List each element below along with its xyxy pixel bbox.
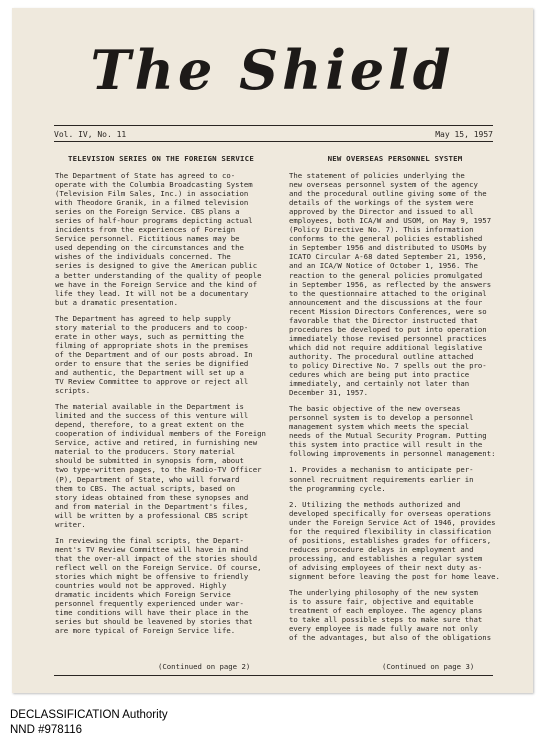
right-continued-note: (Continued on page 3): [382, 662, 475, 671]
top-rule: [54, 125, 493, 126]
right-paragraph: 1. Provides a mechanism to anticipate per- sonnel recruitment requirements earlier in the programming cycle.: [289, 465, 474, 493]
left-paragraph: In reviewing the final scripts, the Depart- ment's TV Review Committee will have in mind that the over-all impact of the stories should reflect well on the Foreign Service. Of course, stories which might be offensive to friendly countries would not be approved. Highly dramatic incidents which Foreign Service personnel frequently experienced under war- time conditions will have their place in the series but should be leavened by stories that are more typical of Foreign Service life.: [55, 535, 262, 636]
left-article: [55, 154, 267, 642]
volume-number: Vol. IV, No. 11: [54, 130, 127, 139]
left-paragraph: The Department has agreed to help supply story material to the producers and to coop- erate in other ways, such as permitting the filming of appropriate shots in the premises of the Department and of our posts abroad. In order to ensure that the series be dignified and authentic, the Department will set up a TV Review Committee to approve or reject all scripts.: [55, 313, 253, 396]
left-continued-note: (Continued on page 2): [158, 662, 251, 671]
declassification-authority: DECLASSIFICATION Authority: [10, 709, 168, 721]
left-article-headline: TELEVISION SERIES ON THE FOREIGN SERVICE: [68, 154, 254, 163]
right-paragraph: The underlying philosophy of the new system is to assure fair, objective and equitable treatment of each employee. The agency plans to take all possible steps to make sure that every employee is made fully aware not only of the advantages, but also of the obligations: [289, 588, 492, 643]
declassification-footer: [10, 708, 168, 738]
right-paragraph: 2. Utilizing the methods authorized and developed specifically for overseas operations under the Foreign Service Act of 1946, provides for the required flexibility in classification of positions, establishes grades for officers, reduces procedure delays in employment and processing, and establishes a regular system of advising employees of their next duty as- signment before leaving the post for home leave.: [289, 499, 500, 581]
newsletter-page: [12, 8, 533, 693]
dateline: [54, 130, 493, 139]
dateline-rule: [54, 141, 493, 142]
right-paragraph: The basic objective of the new overseas personnel system is to develop a personnel management system which meets the special needs of the Mutual Security Program. Putting this system into practice will result in the following improvements in personnel management:: [289, 404, 496, 459]
masthead-title: The Shield: [90, 38, 455, 102]
nnd-number: NND #978116: [10, 724, 83, 736]
bottom-rule: [54, 675, 493, 676]
issue-date: May 15, 1957: [435, 130, 493, 139]
right-paragraph: The statement of policies underlying the new overseas personnel system of the agency and the procedural outline giving some of the details of the workings of the system were approved by the Director and issued to all employees, both ICA/W and USOM, on May 9, 1957 (Policy Directive No. 7). This information conforms to the general policies established in September 1956 and distributed to USOMs by ICATO Circular A-68 dated September 21, 1956, and an ICA/W Notice of October 1, 1956. The reaction to the general policies promulgated in September 1956, as reflected by the answers to the questionnaire attached to the original announcement and the discussions at the four recent Mission Directors Conferences, were so favorable that the Director instructed that procedures be developed to put into operation immediately those revised personnel practices which did not require additional legislative authority. The procedural outline attached to policy Directive No. 7 spells out the pro- cedures which are being put into practice immediately, and certainly not later than December 31, 1957.: [289, 171, 492, 398]
right-article-headline: NEW OVERSEAS PERSONNEL SYSTEM: [327, 154, 463, 163]
left-paragraph: The material available in the Department is limited and the success of this venture will depend, therefore, to a great extent on the cooperation of individual members of the Foreign Service, active and retired, in furnishing new material to the producers. Story material should be submitted in synopsis form, about two type-written pages, to the Radio-TV Officer (P), Department of State, who will forward them to CBS. The actual scripts, based on story ideas obtained from these synopses and and from material in the Department's files, will be written by a professional CBS script writer.: [55, 402, 266, 529]
left-paragraph: The Department of State has agreed to co- operate with the Columbia Broadcasting System (Television Film Sales, Inc.) in association with Theodore Granik, in a filmed television series on the Foreign Service. CBS plans a series of half-hour programs depicting actual incidents from the experiences of Foreign Service personnel. Fictitious names may be used depending on the circumstances and the wishes of the individuals concerned. The series is designed to give the American public a better understanding of the quality of people we have in the Foreign Service and the kind of life they lead. It will not be a documentary but a dramatic presentation.: [55, 171, 262, 307]
right-article: [289, 154, 501, 649]
